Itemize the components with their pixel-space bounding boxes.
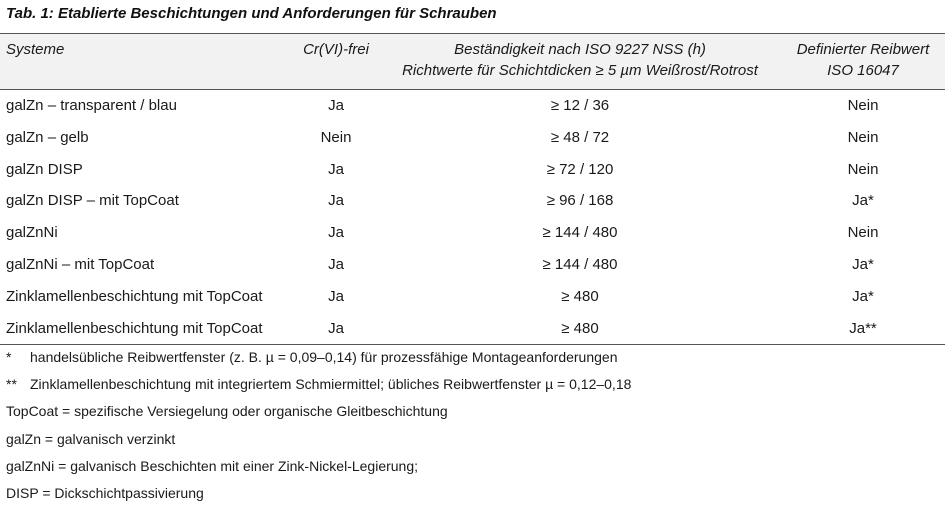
- footnote-text: galZnNi = galvanisch Beschichten mit einer Zink-Nickel-Legierung;: [6, 457, 419, 474]
- table-row: [0, 90, 945, 122]
- table-row: [0, 313, 945, 345]
- footnote-text: Zinklamellenbeschichtung mit integriertem Schmiermittel; übliches Reibwertfenster µ = 0,12–0,18: [30, 376, 632, 393]
- table-header: [0, 33, 945, 90]
- footnote-item: [6, 483, 631, 510]
- cell-reibwert: Nein: [847, 160, 879, 178]
- header-reibwert-line2: ISO 16047: [827, 62, 899, 79]
- cell-bestaendigkeit: ≥ 96 / 168: [546, 192, 614, 210]
- table-row: [0, 281, 945, 313]
- footnote-symbol: **: [6, 376, 17, 393]
- cell-crvi: Ja: [328, 287, 344, 305]
- cell-bestaendigkeit: ≥ 48 / 72: [550, 128, 610, 146]
- table-row: [0, 249, 945, 281]
- table-row: [0, 185, 945, 217]
- cell-crvi: Ja: [328, 255, 344, 273]
- header-reibwert: [783, 39, 943, 81]
- footnote-item: [6, 456, 631, 483]
- table-body: [0, 90, 945, 345]
- cell-crvi: Ja: [328, 97, 344, 114]
- cell-system: Zinklamellenbeschichtung mit TopCoat: [6, 319, 263, 337]
- cell-system: galZn DISP – mit TopCoat: [6, 192, 179, 210]
- cell-crvi: Ja: [328, 160, 344, 178]
- cell-crvi: Nein: [320, 128, 352, 146]
- cell-reibwert: Ja*: [852, 255, 874, 273]
- cell-bestaendigkeit: ≥ 12 / 36: [550, 97, 610, 114]
- cell-system: galZn – gelb: [6, 128, 89, 146]
- cell-crvi: Ja: [328, 319, 344, 337]
- cell-bestaendigkeit: ≥ 144 / 480: [542, 255, 618, 273]
- cell-reibwert: Ja*: [852, 192, 874, 210]
- cell-system: galZnNi: [6, 224, 58, 242]
- table-caption: Tab. 1: Etablierte Beschichtungen und Anforderungen für Schrauben: [6, 5, 497, 22]
- footnote-item: [6, 429, 631, 456]
- footnote-text: DISP = Dickschichtpassivierung: [6, 484, 204, 501]
- cell-reibwert: Ja**: [849, 319, 877, 337]
- header-systeme: Systeme: [6, 41, 65, 58]
- header-crvi: Cr(VI)-frei: [303, 41, 369, 58]
- cell-crvi: Ja: [328, 192, 344, 210]
- header-reibwert-line1: Definierter Reibwert: [796, 41, 930, 58]
- cell-system: galZn DISP: [6, 160, 83, 178]
- coatings-table: [0, 33, 945, 345]
- footnote-text: TopCoat = spezifische Versiegelung oder organische Gleitbeschichtung: [6, 403, 448, 420]
- footnotes: [6, 347, 631, 510]
- footnote-item: [6, 401, 631, 428]
- cell-bestaendigkeit: ≥ 480: [561, 319, 599, 337]
- header-bestaendigkeit-line2: Richtwerte für Schichtdicken ≥ 5 µm Weißrost/Rotrost: [402, 62, 758, 79]
- cell-system: Zinklamellenbeschichtung mit TopCoat: [6, 287, 263, 305]
- table-row: [0, 154, 945, 186]
- footnote-text: galZn = galvanisch verzinkt: [6, 430, 176, 447]
- cell-system: galZn – transparent / blau: [6, 97, 177, 114]
- cell-reibwert: Nein: [847, 224, 879, 242]
- footnote-item: [6, 347, 631, 374]
- cell-reibwert: Nein: [847, 97, 879, 114]
- table-row: [0, 122, 945, 154]
- cell-bestaendigkeit: ≥ 144 / 480: [542, 224, 618, 242]
- header-bestaendigkeit: [382, 39, 778, 81]
- footnote-item: [6, 374, 631, 401]
- header-bestaendigkeit-line1: Beständigkeit nach ISO 9227 NSS (h): [454, 41, 706, 58]
- table-row: [0, 217, 945, 249]
- cell-bestaendigkeit: ≥ 72 / 120: [546, 160, 614, 178]
- cell-reibwert: Ja*: [852, 287, 874, 305]
- footnote-symbol: *: [6, 349, 12, 365]
- cell-system: galZnNi – mit TopCoat: [6, 255, 155, 273]
- footnote-text: handelsübliche Reibwertfenster (z. B. µ = 0,09–0,14) für prozessfähige Montageanforderungen: [30, 349, 618, 365]
- cell-crvi: Ja: [328, 224, 344, 242]
- cell-bestaendigkeit: ≥ 480: [561, 287, 599, 305]
- cell-reibwert: Nein: [847, 128, 879, 146]
